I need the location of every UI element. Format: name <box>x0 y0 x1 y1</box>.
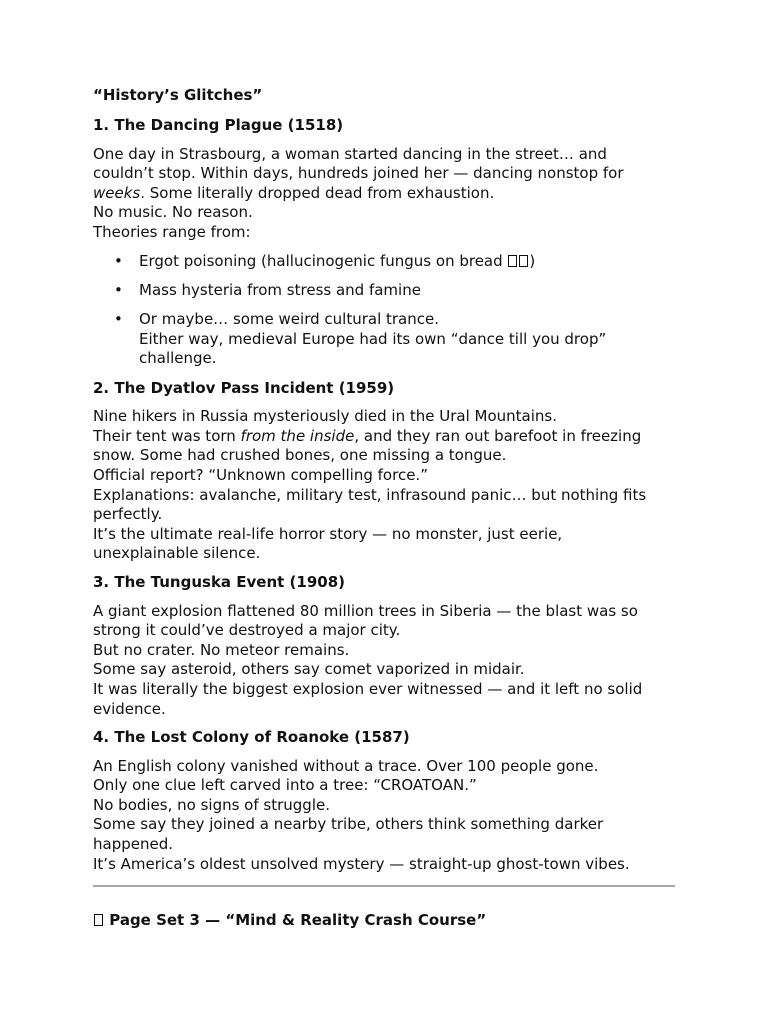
body-line: A giant explosion flattened 80 million trees in Siberia — the blast was so <box>93 601 638 620</box>
list-item-line: challenge. <box>139 349 217 368</box>
body-line: Some say asteroid, others say comet vaporized in midair. <box>93 660 525 679</box>
bullet-icon: • <box>114 310 123 329</box>
list-item-text: Mass hysteria from stress and famine <box>139 280 421 299</box>
document-title: “History’s Glitches” <box>93 86 263 104</box>
body-line: One day in Strasbourg, a woman started dancing in the street… and <box>93 144 607 163</box>
body-line <box>93 184 678 204</box>
body-line-text: , and they ran out barefoot in freezing <box>354 426 642 445</box>
body-line: Theories range from: <box>93 222 251 241</box>
list-item <box>93 310 678 369</box>
list-item-line: Or maybe… some weird cultural trance. <box>139 310 439 329</box>
emphasis-text: from the inside <box>240 426 355 445</box>
body-line: Explanations: avalanche, military test, infrasound panic… but nothing fits <box>93 485 647 504</box>
body-line <box>93 427 678 447</box>
body-line: perfectly. <box>93 505 163 524</box>
section-body-dyatlov-pass <box>93 407 678 564</box>
missing-glyph-icon <box>519 255 528 267</box>
body-line: happened. <box>93 835 173 854</box>
section-body-tunguska-event <box>93 602 678 720</box>
body-line: Official report? “Unknown compelling force.” <box>93 465 428 484</box>
body-line: evidence. <box>93 699 166 718</box>
body-line: No music. No reason. <box>93 203 253 222</box>
next-page-set-heading-text: Page Set 3 — “Mind & Reality Crash Course” <box>109 911 487 930</box>
body-line: But no crater. No meteor remains. <box>93 640 350 659</box>
section-heading-dancing-plague: 1. The Dancing Plague (1518) <box>93 116 344 134</box>
section-heading-dyatlov-pass: 2. The Dyatlov Pass Incident (1959) <box>93 378 395 397</box>
missing-glyph-icon <box>508 255 517 267</box>
body-line: Some say they joined a nearby tribe, others think something darker <box>93 815 604 834</box>
list-item <box>93 252 678 272</box>
next-page-set-heading <box>93 911 678 931</box>
section-heading-lost-colony-roanoke: 4. The Lost Colony of Roanoke (1587) <box>93 728 410 747</box>
section-body-lost-colony-roanoke <box>93 757 678 875</box>
body-line: It’s America’s oldest unsolved mystery — straight-up ghost-town vibes. <box>93 854 630 873</box>
body-line: An English colony vanished without a trace. Over 100 people gone. <box>93 756 599 775</box>
body-line: strong it could’ve destroyed a major city. <box>93 621 401 640</box>
list-item-line: Either way, medieval Europe had its own “dance till you drop” <box>139 329 607 348</box>
body-line: Only one clue left carved into a tree: “CROATOAN.” <box>93 776 477 795</box>
horizontal-divider <box>93 885 675 887</box>
section-heading-tunguska-event: 3. The Tunguska Event (1908) <box>93 572 345 591</box>
bullet-icon: • <box>114 280 123 299</box>
document-page <box>93 86 678 931</box>
body-line: unexplainable silence. <box>93 544 261 563</box>
emphasis-text: weeks <box>93 183 141 202</box>
body-line: It was literally the biggest explosion ever witnessed — and it left no solid <box>93 679 643 698</box>
list-item-text: Ergot poisoning (hallucinogenic fungus on bread <box>139 251 508 270</box>
body-line: No bodies, no signs of struggle. <box>93 795 330 814</box>
section-body-dancing-plague <box>93 145 678 243</box>
list-item <box>93 281 678 301</box>
body-line: Nine hikers in Russia mysteriously died in the Ural Mountains. <box>93 407 557 426</box>
body-line: snow. Some had crushed bones, one missing a tongue. <box>93 446 507 465</box>
list-item-text-end: ) <box>529 251 536 270</box>
missing-glyph-icon <box>94 914 103 926</box>
body-line: couldn’t stop. Within days, hundreds joined her — dancing nonstop for <box>93 164 624 183</box>
body-line-text: Their tent was torn <box>93 426 241 445</box>
theories-list <box>93 252 678 369</box>
body-line-text: . Some literally dropped dead from exhaustion. <box>140 183 495 202</box>
body-line: It’s the ultimate real-life horror story — no monster, just eerie, <box>93 524 563 543</box>
bullet-icon: • <box>114 251 123 270</box>
